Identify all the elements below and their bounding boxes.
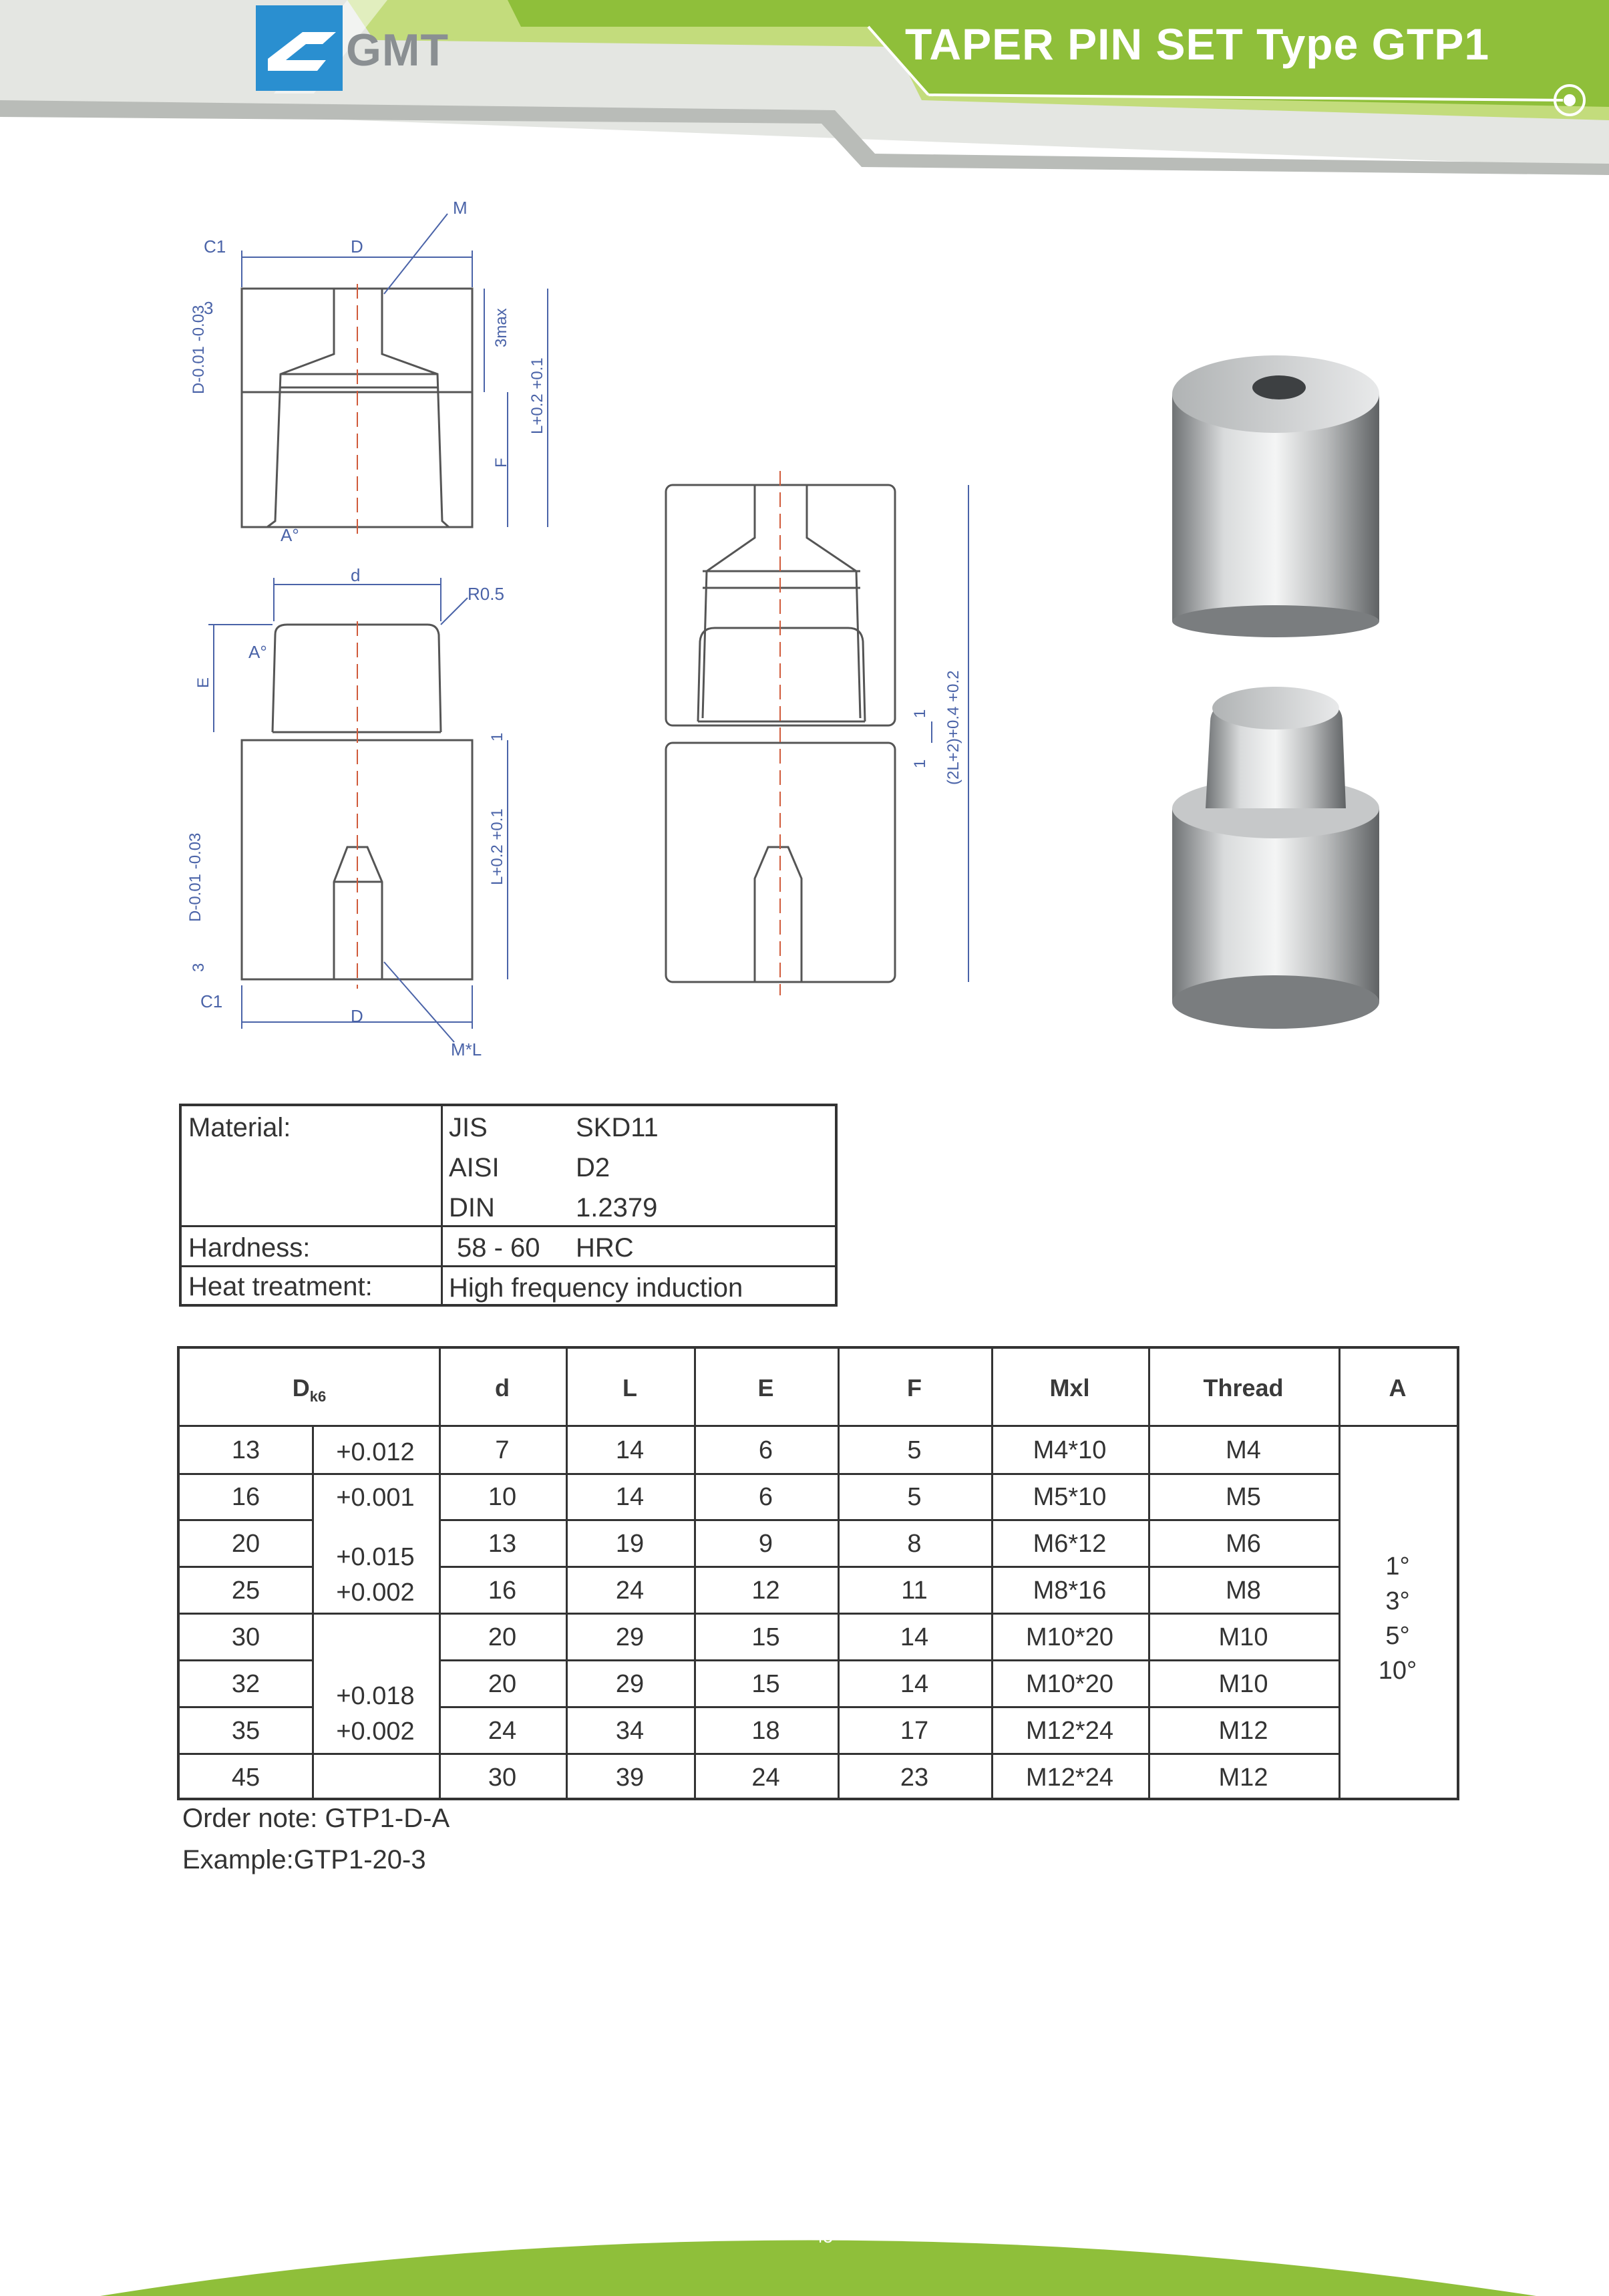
material-label: Material: <box>188 1113 291 1142</box>
cell-d: 25 <box>231 1577 260 1605</box>
cell-mxl: M12*24 <box>1026 1717 1113 1745</box>
std-aisi: AISI <box>449 1153 500 1182</box>
page-title: TAPER PIN SET Type GTP1 <box>905 19 1490 69</box>
cell-thread: M12 <box>1218 1717 1268 1745</box>
cell-mxl: M10*20 <box>1026 1623 1113 1651</box>
heat-treatment-value: High frequency induction <box>449 1273 743 1303</box>
cell-d: 24 <box>488 1717 517 1745</box>
cell-e: 6 <box>758 1483 773 1511</box>
cell-f: 14 <box>900 1670 929 1698</box>
dim-ml: M*L <box>451 1039 482 1059</box>
cell-mxl: M10*20 <box>1026 1670 1113 1698</box>
dim-3-top: 3 <box>204 298 214 318</box>
cell-l: 14 <box>615 1483 645 1511</box>
tol-3-lower: +0.002 <box>336 1717 415 1746</box>
dim-assembly-1b: 1 <box>911 759 929 768</box>
cell-d: 45 <box>231 1764 260 1792</box>
cell-e: 6 <box>758 1436 773 1464</box>
cell-d: 30 <box>488 1764 517 1792</box>
dim-3-bottom: 3 <box>190 963 208 972</box>
angle-3: 3° <box>1385 1587 1410 1615</box>
tol-3-upper: +0.018 <box>336 1682 415 1710</box>
angle-1: 1° <box>1385 1552 1410 1581</box>
hardness-unit: HRC <box>576 1233 634 1263</box>
cell-f: 23 <box>900 1764 929 1792</box>
cell-d: 10 <box>488 1483 517 1511</box>
angle-10: 10° <box>1378 1657 1417 1685</box>
cell-f: 5 <box>907 1436 922 1464</box>
cell-f: 8 <box>907 1530 922 1558</box>
dim-d-small: d <box>351 565 361 585</box>
cell-d: 30 <box>231 1623 260 1651</box>
cell-d: 32 <box>231 1670 260 1698</box>
cell-d: 35 <box>231 1717 260 1745</box>
cell-mxl: M8*16 <box>1033 1577 1107 1605</box>
cell-mxl: M12*24 <box>1026 1764 1113 1792</box>
header-e: E <box>757 1374 774 1402</box>
logo-swoosh-icon <box>256 5 343 91</box>
dim-d-bottom: D <box>351 1006 363 1026</box>
dim-tol-top: D-0.01 -0.03 <box>190 305 208 394</box>
cell-l: 29 <box>615 1670 645 1698</box>
cell-thread: M12 <box>1218 1764 1268 1792</box>
tol-2-upper: +0.015 <box>336 1543 415 1571</box>
cell-thread: M5 <box>1226 1483 1261 1511</box>
cell-f: 5 <box>907 1483 922 1511</box>
header-d: d <box>495 1374 510 1402</box>
header-d-k6: $D_{k6}$ <box>292 1374 327 1406</box>
cell-l: 39 <box>615 1764 645 1792</box>
heat-treatment-label: Heat treatment: <box>188 1272 373 1301</box>
cell-f: 17 <box>900 1717 929 1745</box>
dim-c1-bottom: C1 <box>200 991 223 1011</box>
cell-l: 24 <box>615 1577 645 1605</box>
header-a: A <box>1389 1374 1407 1402</box>
dim-a-top: A° <box>281 525 299 545</box>
cell-d: 16 <box>488 1577 517 1605</box>
tol-1-upper: +0.012 <box>336 1438 415 1466</box>
dim-1: 1 <box>488 732 506 742</box>
tol-2-lower: +0.002 <box>336 1579 415 1607</box>
logo-mark <box>256 5 343 91</box>
dim-f: F <box>492 458 510 468</box>
angle-5: 5° <box>1385 1622 1410 1650</box>
cell-d: 13 <box>231 1436 260 1464</box>
cell-f: 11 <box>901 1577 928 1605</box>
cell-e: 15 <box>751 1670 780 1698</box>
material-table <box>179 1104 838 1307</box>
cell-mxl: M5*10 <box>1033 1483 1107 1511</box>
hardness-label: Hardness: <box>188 1233 311 1263</box>
grade-aisi: D2 <box>576 1153 610 1182</box>
dimension-table <box>177 1346 1459 1800</box>
cell-f: 14 <box>900 1623 929 1651</box>
cell-thread: M10 <box>1218 1670 1268 1698</box>
cell-e: 18 <box>751 1717 780 1745</box>
cell-l: 19 <box>615 1530 645 1558</box>
cell-mxl: M6*12 <box>1033 1530 1107 1558</box>
std-jis: JIS <box>449 1113 488 1142</box>
page-number: 45 <box>814 2227 833 2247</box>
dim-tol-bottom: D-0.01 -0.03 <box>186 832 204 922</box>
header-mxl: Mxl <box>1049 1374 1090 1402</box>
dim-a-bottom: A° <box>248 642 267 662</box>
cell-thread: M4 <box>1226 1436 1261 1464</box>
example-note: Example:GTP1-20-3 <box>182 1845 426 1874</box>
logo-text: GMT <box>346 25 450 75</box>
cell-d: 20 <box>488 1670 517 1698</box>
cell-e: 9 <box>758 1530 773 1558</box>
grade-jis: SKD11 <box>576 1113 659 1142</box>
dim-assembly-1a: 1 <box>911 709 929 718</box>
header-thread: Thread <box>1203 1374 1284 1402</box>
footer-band <box>0 2191 1609 2296</box>
dim-3max: 3max <box>492 308 510 347</box>
std-din: DIN <box>449 1193 495 1222</box>
cell-l: 14 <box>615 1436 645 1464</box>
cell-d: 20 <box>231 1530 260 1558</box>
dim-l-bottom: L+0.2 +0.1 <box>488 808 506 885</box>
cell-e: 15 <box>751 1623 780 1651</box>
dim-d-top: D <box>351 236 363 257</box>
header-f: F <box>907 1374 922 1402</box>
grade-din: 1.2379 <box>576 1193 658 1222</box>
tol-1-lower: +0.001 <box>336 1484 415 1512</box>
dim-c1-top: C1 <box>204 236 226 257</box>
cell-thread: M10 <box>1218 1623 1268 1651</box>
cell-d: 20 <box>488 1623 517 1651</box>
header-l: L <box>622 1374 637 1402</box>
cell-mxl: M4*10 <box>1033 1436 1107 1464</box>
cell-e: 12 <box>751 1577 780 1605</box>
cell-d: 13 <box>488 1530 517 1558</box>
cell-d: 7 <box>495 1436 510 1464</box>
dim-e: E <box>194 677 212 688</box>
cell-l: 29 <box>615 1623 645 1651</box>
dim-assembly-total: (2L+2)+0.4 +0.2 <box>944 670 962 785</box>
cell-thread: M6 <box>1226 1530 1261 1558</box>
dim-m: M <box>453 198 468 218</box>
dim-r05: R0.5 <box>468 584 504 604</box>
cell-e: 24 <box>751 1764 780 1792</box>
cell-l: 34 <box>615 1717 645 1745</box>
dim-l-top: L+0.2 +0.1 <box>528 357 546 434</box>
hardness-value: 58 - 60 <box>457 1233 540 1263</box>
cell-d: 16 <box>231 1483 260 1511</box>
order-note: Order note: GTP1-D-A <box>182 1804 450 1833</box>
product-photo <box>1162 347 1389 1029</box>
cell-thread: M8 <box>1226 1577 1261 1605</box>
